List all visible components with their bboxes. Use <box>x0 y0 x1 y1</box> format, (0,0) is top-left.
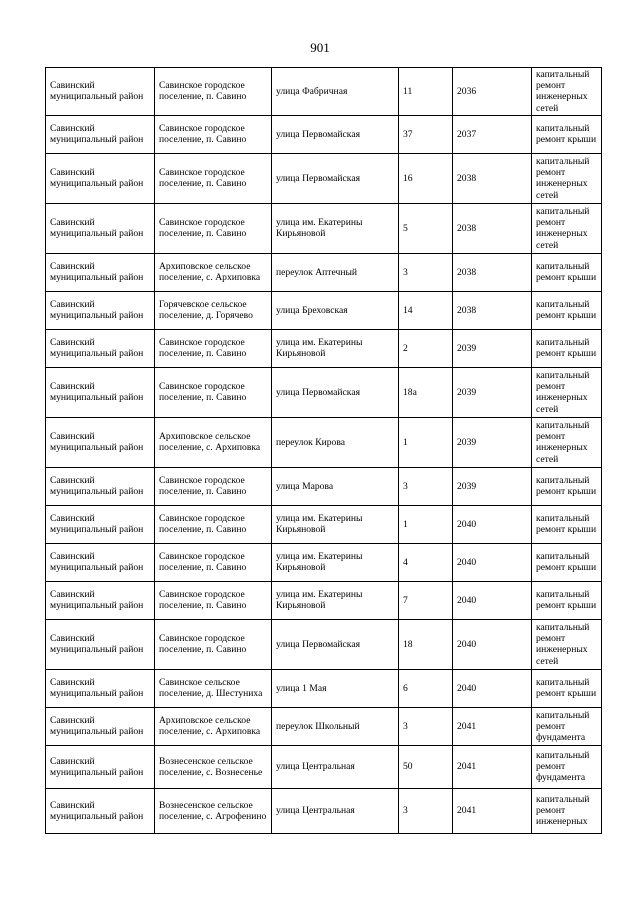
street-cell: улица Первомайская <box>272 619 399 669</box>
street-cell: улица Центральная <box>272 788 399 833</box>
street-cell: улица Бреховская <box>272 291 399 329</box>
house-number-cell: 18 <box>399 619 453 669</box>
work-type-cell: капитальный ремонт крыши <box>532 115 602 153</box>
year-cell: 2040 <box>453 505 532 543</box>
table-row <box>46 505 602 543</box>
street-cell: улица Фабричная <box>272 68 399 116</box>
settlement-cell: Савинское сельское поселение, д. Шестуниха <box>155 669 272 707</box>
table-row <box>46 788 602 833</box>
district-cell: Савинский муниципальный район <box>46 329 155 367</box>
table-row <box>46 467 602 505</box>
district-cell: Савинский муниципальный район <box>46 543 155 581</box>
settlement-cell: Савинское городское поселение, п. Савино <box>155 367 272 417</box>
year-cell: 2039 <box>453 417 532 467</box>
settlement-cell: Савинское городское поселение, п. Савино <box>155 68 272 116</box>
year-cell: 2040 <box>453 619 532 669</box>
work-type-cell: капитальный ремонт крыши <box>532 253 602 291</box>
district-cell: Савинский муниципальный район <box>46 707 155 745</box>
district-cell: Савинский муниципальный район <box>46 467 155 505</box>
work-type-cell: капитальный ремонт инженерных сетей <box>532 68 602 116</box>
work-type-cell: капитальный ремонт фундамента <box>532 745 602 788</box>
settlement-cell: Савинское городское поселение, п. Савино <box>155 581 272 619</box>
work-type-cell: капитальный ремонт инженерных сетей <box>532 153 602 203</box>
work-type-cell: капитальный ремонт инженерных сетей <box>532 203 602 253</box>
district-cell: Савинский муниципальный район <box>46 788 155 833</box>
year-cell: 2039 <box>453 467 532 505</box>
table-row <box>46 669 602 707</box>
year-cell: 2036 <box>453 68 532 116</box>
settlement-cell: Архиповское сельское поселение, с. Архиповка <box>155 707 272 745</box>
work-type-cell: капитальный ремонт инженерных <box>532 788 602 833</box>
year-cell: 2038 <box>453 291 532 329</box>
settlement-cell: Савинское городское поселение, п. Савино <box>155 505 272 543</box>
repair-schedule-table <box>45 67 602 834</box>
house-number-cell: 14 <box>399 291 453 329</box>
district-cell: Савинский муниципальный район <box>46 203 155 253</box>
year-cell: 2037 <box>453 115 532 153</box>
table-row <box>46 707 602 745</box>
year-cell: 2038 <box>453 253 532 291</box>
work-type-cell: капитальный ремонт инженерных сетей <box>532 367 602 417</box>
street-cell: переулок Школьный <box>272 707 399 745</box>
year-cell: 2038 <box>453 203 532 253</box>
table-row <box>46 619 602 669</box>
work-type-cell: капитальный ремонт инженерных сетей <box>532 417 602 467</box>
settlement-cell: Горячевское сельское поселение, д. Горячево <box>155 291 272 329</box>
house-number-cell: 18а <box>399 367 453 417</box>
house-number-cell: 7 <box>399 581 453 619</box>
work-type-cell: капитальный ремонт фундамента <box>532 707 602 745</box>
page-number: 901 <box>310 40 330 55</box>
table-row <box>46 68 602 116</box>
settlement-cell: Савинское городское поселение, п. Савино <box>155 467 272 505</box>
year-cell: 2040 <box>453 581 532 619</box>
settlement-cell: Савинское городское поселение, п. Савино <box>155 203 272 253</box>
settlement-cell: Савинское городское поселение, п. Савино <box>155 115 272 153</box>
table-row <box>46 581 602 619</box>
street-cell: улица Первомайская <box>272 153 399 203</box>
district-cell: Савинский муниципальный район <box>46 745 155 788</box>
street-cell: улица им. Екатерины Кирьяновой <box>272 581 399 619</box>
house-number-cell: 50 <box>399 745 453 788</box>
table-row <box>46 329 602 367</box>
settlement-cell: Савинское городское поселение, п. Савино <box>155 619 272 669</box>
settlement-cell: Савинское городское поселение, п. Савино <box>155 543 272 581</box>
house-number-cell: 11 <box>399 68 453 116</box>
table-row <box>46 153 602 203</box>
house-number-cell: 1 <box>399 417 453 467</box>
settlement-cell: Савинское городское поселение, п. Савино <box>155 153 272 203</box>
work-type-cell: капитальный ремонт инженерных сетей <box>532 619 602 669</box>
district-cell: Савинский муниципальный район <box>46 291 155 329</box>
street-cell: улица им. Екатерины Кирьяновой <box>272 203 399 253</box>
year-cell: 2038 <box>453 153 532 203</box>
year-cell: 2041 <box>453 707 532 745</box>
settlement-cell: Вознесенское сельское поселение, с. Агрофенино <box>155 788 272 833</box>
table-row <box>46 367 602 417</box>
district-cell: Савинский муниципальный район <box>46 68 155 116</box>
district-cell: Савинский муниципальный район <box>46 669 155 707</box>
settlement-cell: Савинское городское поселение, п. Савино <box>155 329 272 367</box>
year-cell: 2041 <box>453 745 532 788</box>
work-type-cell: капитальный ремонт крыши <box>532 581 602 619</box>
work-type-cell: капитальный ремонт крыши <box>532 505 602 543</box>
table-row <box>46 745 602 788</box>
table-row <box>46 253 602 291</box>
year-cell: 2039 <box>453 367 532 417</box>
district-cell: Савинский муниципальный район <box>46 115 155 153</box>
street-cell: улица им. Екатерины Кирьяновой <box>272 329 399 367</box>
house-number-cell: 1 <box>399 505 453 543</box>
street-cell: переулок Кирова <box>272 417 399 467</box>
street-cell: улица Первомайская <box>272 367 399 417</box>
work-type-cell: капитальный ремонт крыши <box>532 329 602 367</box>
street-cell: улица им. Екатерины Кирьяновой <box>272 505 399 543</box>
house-number-cell: 3 <box>399 467 453 505</box>
district-cell: Савинский муниципальный район <box>46 153 155 203</box>
work-type-cell: капитальный ремонт крыши <box>532 467 602 505</box>
settlement-cell: Архиповское сельское поселение, с. Архиповка <box>155 417 272 467</box>
work-type-cell: капитальный ремонт крыши <box>532 669 602 707</box>
street-cell: улица им. Екатерины Кирьяновой <box>272 543 399 581</box>
house-number-cell: 16 <box>399 153 453 203</box>
street-cell: улица Первомайская <box>272 115 399 153</box>
table-row <box>46 543 602 581</box>
house-number-cell: 2 <box>399 329 453 367</box>
table-row <box>46 417 602 467</box>
table-row <box>46 203 602 253</box>
house-number-cell: 3 <box>399 707 453 745</box>
house-number-cell: 5 <box>399 203 453 253</box>
work-type-cell: капитальный ремонт крыши <box>532 291 602 329</box>
house-number-cell: 6 <box>399 669 453 707</box>
street-cell: улица Центральная <box>272 745 399 788</box>
district-cell: Савинский муниципальный район <box>46 367 155 417</box>
district-cell: Савинский муниципальный район <box>46 417 155 467</box>
house-number-cell: 4 <box>399 543 453 581</box>
settlement-cell: Вознесенское сельское поселение, с. Вознесенье <box>155 745 272 788</box>
district-cell: Савинский муниципальный район <box>46 505 155 543</box>
street-cell: улица Марова <box>272 467 399 505</box>
year-cell: 2041 <box>453 788 532 833</box>
district-cell: Савинский муниципальный район <box>46 619 155 669</box>
year-cell: 2040 <box>453 669 532 707</box>
district-cell: Савинский муниципальный район <box>46 253 155 291</box>
house-number-cell: 3 <box>399 253 453 291</box>
settlement-cell: Архиповское сельское поселение, с. Архиповка <box>155 253 272 291</box>
work-type-cell: капитальный ремонт крыши <box>532 543 602 581</box>
street-cell: переулок Аптечный <box>272 253 399 291</box>
house-number-cell: 3 <box>399 788 453 833</box>
year-cell: 2040 <box>453 543 532 581</box>
street-cell: улица 1 Мая <box>272 669 399 707</box>
table-body <box>46 68 602 834</box>
district-cell: Савинский муниципальный район <box>46 581 155 619</box>
house-number-cell: 37 <box>399 115 453 153</box>
year-cell: 2039 <box>453 329 532 367</box>
table-row <box>46 291 602 329</box>
table-row <box>46 115 602 153</box>
